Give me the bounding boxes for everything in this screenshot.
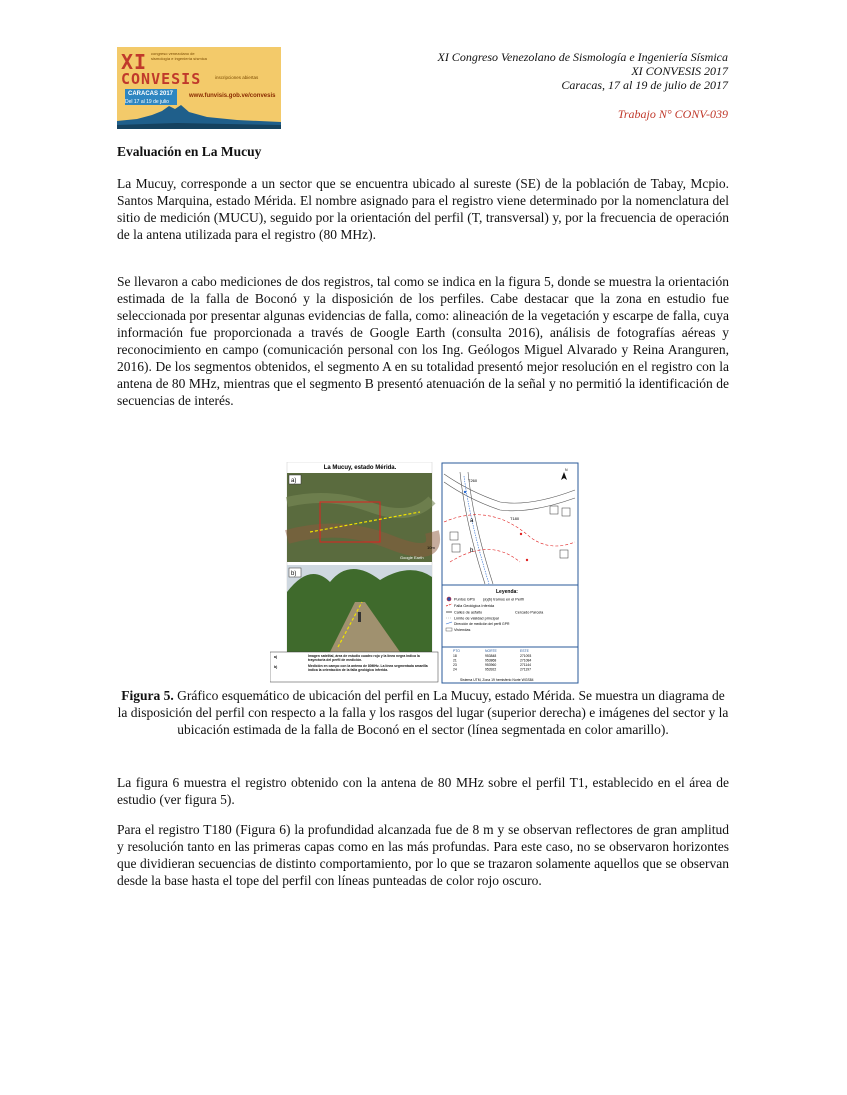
map-footer: Sistema UTM, Zona 19 hemisferio Norte WGS84 — [460, 678, 534, 682]
paragraph-4: Para el registro T180 (Figura 6) la profundidad alcanzada fue de 8 m y se observan reflectores de gran amplitud y resolución tanto en las primeras capas como en las más profundas. Para este caso, no se observaron horizontes que dividieran secuencias de distinto comportamiento, por lo que se trazaron solamente aquellos que se observan desde la base hasta el tope del perfil con líneas punteadas de color rojo oscuro. — [117, 822, 729, 888]
note-a-key: a) — [274, 655, 278, 659]
legend-road-limit: Límite de vialidad principal — [454, 616, 499, 621]
mountain-skyline-icon — [117, 103, 281, 129]
header-congress: XI Congreso Venezolano de Sismología e Ingeniería Sísmica — [437, 50, 728, 64]
legend-segments: (a)(b) tramos en el Perfil — [483, 597, 524, 602]
map-t260: T260 — [468, 478, 478, 483]
logo-subtitle: congreso venezolano de sismología e ingeniería sísmica — [151, 51, 207, 61]
legend-fault: Falla Geológica Inferida — [454, 604, 495, 608]
table-cell: 18 — [453, 654, 457, 658]
paragraph-3: La figura 6 muestra el registro obtenido con la antena de 80 MHz sobre el perfil T1, establecido en el área de estudio (ver figura 5). — [117, 775, 729, 807]
paragraph-1: La Mucuy, corresponde a un sector que se encuentra ubicado al sureste (SE) de la población de Tabay, Mcpio. Santos Marquina, estado Mérida. El nombre asignado para el registro viene determinado por la nomenclatura del sitio de medición (MUCU), seguido por la orientación del perfil (T, transversal) y, por la frecuencia de operación de la antena utilizada para el registro (80 MHz). — [117, 176, 729, 242]
table-cell: 953868 — [485, 658, 497, 663]
logo-badge-text: CARACAS 2017 — [128, 91, 174, 97]
logo-xi: XI — [121, 50, 148, 74]
legend-gps: Puntos GPS — [454, 597, 475, 602]
label-b: b) — [291, 571, 297, 577]
map-seg-b: b — [470, 548, 474, 554]
table-cell: 24 — [453, 667, 457, 672]
th-pto: PTO — [453, 649, 460, 653]
legend-title: Leyenda: — [496, 589, 518, 595]
map-north: N — [565, 468, 568, 472]
legend-houses: Viviendas — [454, 628, 471, 632]
note-b: Medición en campo con la antena de 80MHz. La línea segmentada amarilla indica la orientación de la falla geológica inferida. — [308, 664, 428, 672]
header-work-number: Trabajo N° CONV-039 — [617, 107, 728, 121]
table-cell: 953960 — [485, 663, 497, 667]
table-cell: 271197 — [520, 667, 532, 672]
th-norte: NORTE — [485, 649, 497, 653]
label-a: a) — [291, 478, 297, 484]
scale-label: 10m — [427, 545, 435, 550]
caption-text: Gráfico esquemático de ubicación del perfil en La Mucuy, estado Mérida. Se muestra un diagrama de la disposición del perfil con respecto a la falla y los rasgos del lugar (superior derecha) e imágenes del sector y la ubicación estimada de la falla de Boconó en el sector (línea segmentada en color amarillo). — [117, 688, 729, 737]
logo-url: www.funvisis.gob.ve/convesis — [189, 93, 276, 99]
figure-5 — [270, 462, 580, 684]
logo-dates: Del 17 al 19 de julio — [125, 99, 169, 105]
header-place-date: Caracas, 17 al 19 de julio de 2017 — [561, 78, 728, 92]
google-earth-label: Google Earth — [400, 555, 424, 560]
map-panel — [442, 463, 578, 585]
map-t180: T180 — [510, 516, 520, 521]
legend-fence: Cercado Parcela — [515, 610, 544, 615]
figure-caption — [117, 687, 729, 738]
convesis-logo — [117, 47, 281, 129]
section-title: Evaluación en La Mucuy — [117, 144, 262, 159]
note-b-key: b) — [274, 665, 278, 669]
figure-title: La Mucuy, estado Mérida. — [323, 465, 397, 471]
table-cell: 953848 — [485, 654, 497, 658]
logo-inscriptions: inscripciones abiertas — [215, 75, 259, 80]
note-a: Imagen satelital, área de estudio cuadro rojo y la línea negra indica la trayectoria del perfil de medición. — [308, 654, 420, 662]
table-cell: 271084 — [520, 658, 532, 663]
table-cell: 271093 — [520, 654, 532, 658]
table-cell: 21 — [453, 658, 457, 663]
legend-streets: Calles de asfalto — [454, 610, 483, 615]
logo-convesis: CONVESIS — [121, 70, 202, 88]
legend-direction: Dirección de medición del perfil GPR — [454, 622, 510, 626]
table-cell: 953922 — [485, 667, 497, 672]
table-cell: 23 — [453, 663, 457, 667]
header-convesis: XI CONVESIS 2017 — [631, 64, 728, 78]
th-este: ESTE — [520, 649, 529, 653]
paragraph-2: Se llevaron a cabo mediciones de dos registros, tal como se indica en la figura 5, donde se muestra la orientación estimada de la falla de Boconó y la disposición de los perfiles. Cabe destacar que la zona en estudio fue seleccionada por presentar algunas evidencias de falla, como: alineación de la vegetación y escarpe de falla, cuya información fue proporcionada a través de Google Earth (consulta 2016), análisis de fotografías aéreas y reconocimiento en campo (comunicación personal con los Ing. Geólogos Miguel Alvarado y Reina Aranguren, 2016). De los segmentos obtenidos, el segmento A en su totalidad presentó mejor resolución en el registro con la antena de 80 MHz, mientras que el segmento B presentó atenuación de la señal y no permitió la identificación de secuencias de interés. — [117, 274, 729, 408]
map-seg-a: a — [470, 518, 474, 524]
page-header — [437, 50, 728, 121]
caption-label: Figura 5. — [121, 688, 174, 703]
table-cell: 271144 — [520, 663, 532, 667]
